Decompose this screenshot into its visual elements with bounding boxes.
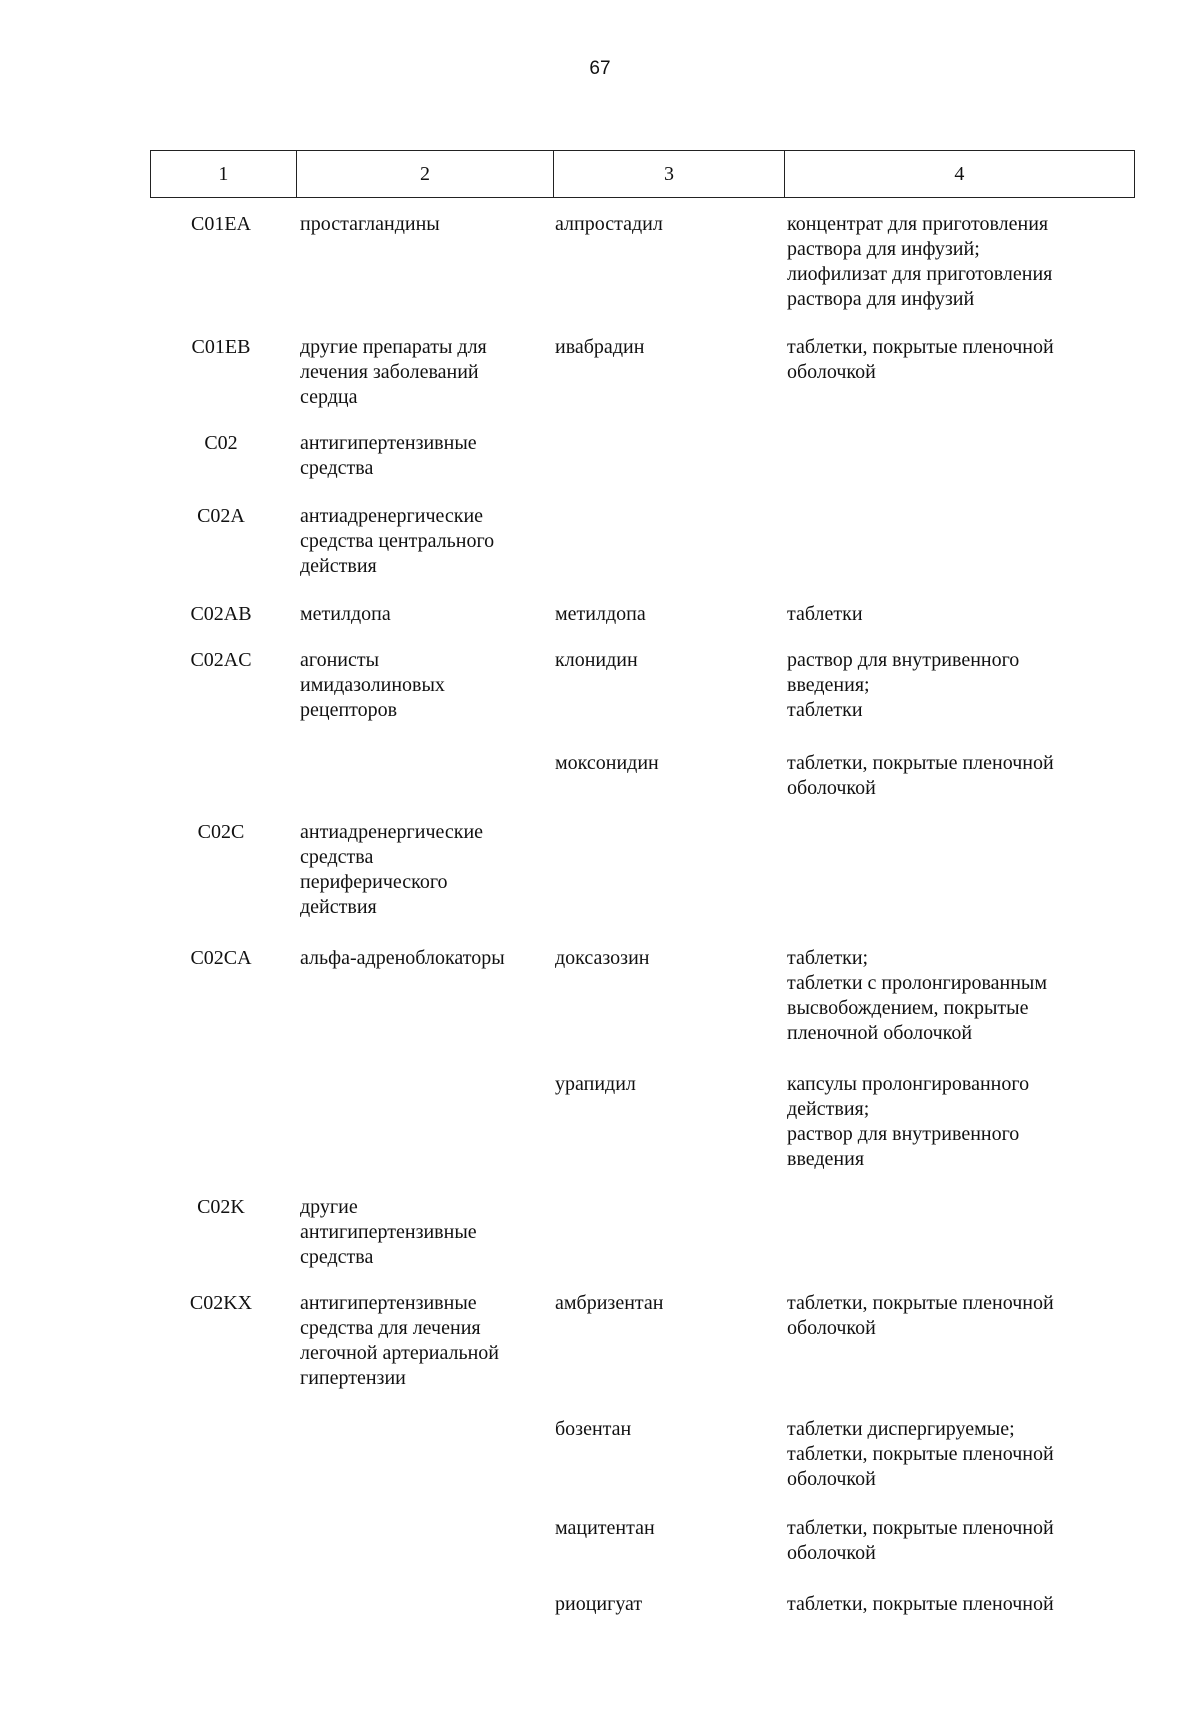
dosage-form-line: введения;	[787, 674, 870, 696]
dosage-form	[787, 212, 1097, 312]
dosage-form-line: действия;	[787, 1098, 870, 1120]
dosage-form-line: таблетки, покрытые пленочной	[787, 336, 1054, 358]
atc-code: C02	[204, 432, 238, 454]
dosage-form-line: оболочкой	[787, 1542, 876, 1564]
header-col-2: 2	[297, 151, 554, 197]
dosage-form-line: раствор для внутривенного	[787, 649, 1020, 671]
drug-name: мацитентан	[555, 1517, 655, 1539]
drug-name: клонидин	[555, 649, 638, 671]
group-name-line: рецепторов	[300, 699, 398, 721]
group-name-line: сердца	[300, 386, 358, 408]
group-name-line: антиадренергические	[300, 821, 484, 843]
table-header	[150, 150, 1135, 198]
header-col-1: 1	[151, 151, 297, 197]
drug-name: риоцигуат	[555, 1593, 643, 1615]
group-name	[300, 431, 550, 481]
dosage-form-line: оболочкой	[787, 777, 876, 799]
dosage-form-line: таблетки;	[787, 947, 869, 969]
header-col-3: 3	[554, 151, 785, 197]
dosage-form-line: таблетки с пролонгированным	[787, 972, 1048, 994]
group-name-line: антигипертензивные	[300, 432, 477, 454]
group-name	[300, 648, 550, 723]
group-name-line: метилдопа	[300, 603, 391, 625]
atc-code: C01EA	[191, 213, 251, 235]
group-name-line: средства	[300, 846, 374, 868]
dosage-form-line: оболочкой	[787, 1468, 876, 1490]
dosage-form	[787, 335, 1097, 385]
dosage-form-line: таблетки	[787, 603, 863, 625]
atc-code: C01EB	[191, 336, 251, 358]
group-name-line: лечения заболеваний	[300, 361, 479, 383]
group-name	[300, 946, 550, 971]
dosage-form	[787, 1592, 1097, 1617]
drug-name: урапидил	[555, 1073, 636, 1095]
dosage-form	[787, 751, 1097, 801]
page-number: 67	[589, 58, 611, 79]
group-name-line: легочной артериальной	[300, 1342, 500, 1364]
drug-name: моксонидин	[555, 752, 659, 774]
drug-name: ивабрадин	[555, 336, 645, 358]
group-name	[300, 1195, 550, 1270]
atc-code: C02C	[197, 821, 245, 843]
drug-name: алпростадил	[555, 213, 663, 235]
group-name-line: гипертензии	[300, 1367, 406, 1389]
group-name-line: антигипертензивные	[300, 1221, 477, 1243]
dosage-form-line: таблетки, покрытые пленочной	[787, 1517, 1054, 1539]
group-name-line: агонисты	[300, 649, 380, 671]
group-name-line: средства для лечения	[300, 1317, 481, 1339]
group-name	[300, 1291, 550, 1391]
drug-name: метилдопа	[555, 603, 646, 625]
dosage-form	[787, 602, 1097, 627]
group-name-line: средства	[300, 457, 374, 479]
dosage-form-line: концентрат для приготовления	[787, 213, 1049, 235]
group-name-line: действия	[300, 896, 377, 918]
atc-code: C02K	[197, 1196, 245, 1218]
dosage-form	[787, 946, 1097, 1046]
group-name-line: другие	[300, 1196, 358, 1218]
group-name-line: средства центрального	[300, 530, 495, 552]
group-name-line: имидазолиновых	[300, 674, 445, 696]
atc-code: C02A	[197, 505, 245, 527]
dosage-form	[787, 1417, 1097, 1492]
dosage-form-line: таблетки диспергируемые;	[787, 1418, 1015, 1440]
dosage-form-line: капсулы пролонгированного	[787, 1073, 1030, 1095]
dosage-form-line: высвобождением, покрытые	[787, 997, 1029, 1019]
dosage-form-line: раствора для инфузий;	[787, 238, 980, 260]
dosage-form-line: таблетки, покрытые пленочной	[787, 752, 1054, 774]
group-name	[300, 602, 550, 627]
header-col-4: 4	[954, 162, 965, 185]
group-name	[300, 504, 550, 579]
atc-code: C02AC	[190, 649, 252, 671]
drug-name: амбризентан	[555, 1292, 664, 1314]
group-name	[300, 335, 550, 410]
group-name	[300, 212, 550, 237]
drug-name: доксазозин	[555, 947, 650, 969]
dosage-form	[787, 1291, 1097, 1341]
dosage-form-line: раствора для инфузий	[787, 288, 975, 310]
dosage-form	[787, 1516, 1097, 1566]
dosage-form-line: оболочкой	[787, 361, 876, 383]
dosage-form-line: оболочкой	[787, 1317, 876, 1339]
group-name	[300, 820, 550, 920]
dosage-form	[787, 1072, 1097, 1172]
group-name-line: антигипертензивные	[300, 1292, 477, 1314]
group-name-line: антиадренергические	[300, 505, 484, 527]
group-name-line: другие препараты для	[300, 336, 487, 358]
dosage-form-line: таблетки, покрытые пленочной	[787, 1593, 1054, 1615]
dosage-form-line: лиофилизат для приготовления	[787, 263, 1053, 285]
dosage-form-line: пленочной оболочкой	[787, 1022, 973, 1044]
group-name-line: простагландины	[300, 213, 440, 235]
group-name-line: средства	[300, 1246, 374, 1268]
group-name-line: периферического	[300, 871, 448, 893]
dosage-form-line: раствор для внутривенного	[787, 1123, 1020, 1145]
atc-code: C02AB	[190, 603, 252, 625]
dosage-form-line: таблетки	[787, 699, 863, 721]
atc-code: C02CA	[190, 947, 252, 969]
dosage-form-line: таблетки, покрытые пленочной	[787, 1443, 1054, 1465]
dosage-form	[787, 648, 1097, 723]
drug-name: бозентан	[555, 1418, 632, 1440]
atc-code: C02KX	[189, 1292, 253, 1314]
group-name-line: альфа-адреноблокаторы	[300, 947, 505, 969]
dosage-form-line: введения	[787, 1148, 865, 1170]
group-name-line: действия	[300, 555, 377, 577]
dosage-form-line: таблетки, покрытые пленочной	[787, 1292, 1054, 1314]
